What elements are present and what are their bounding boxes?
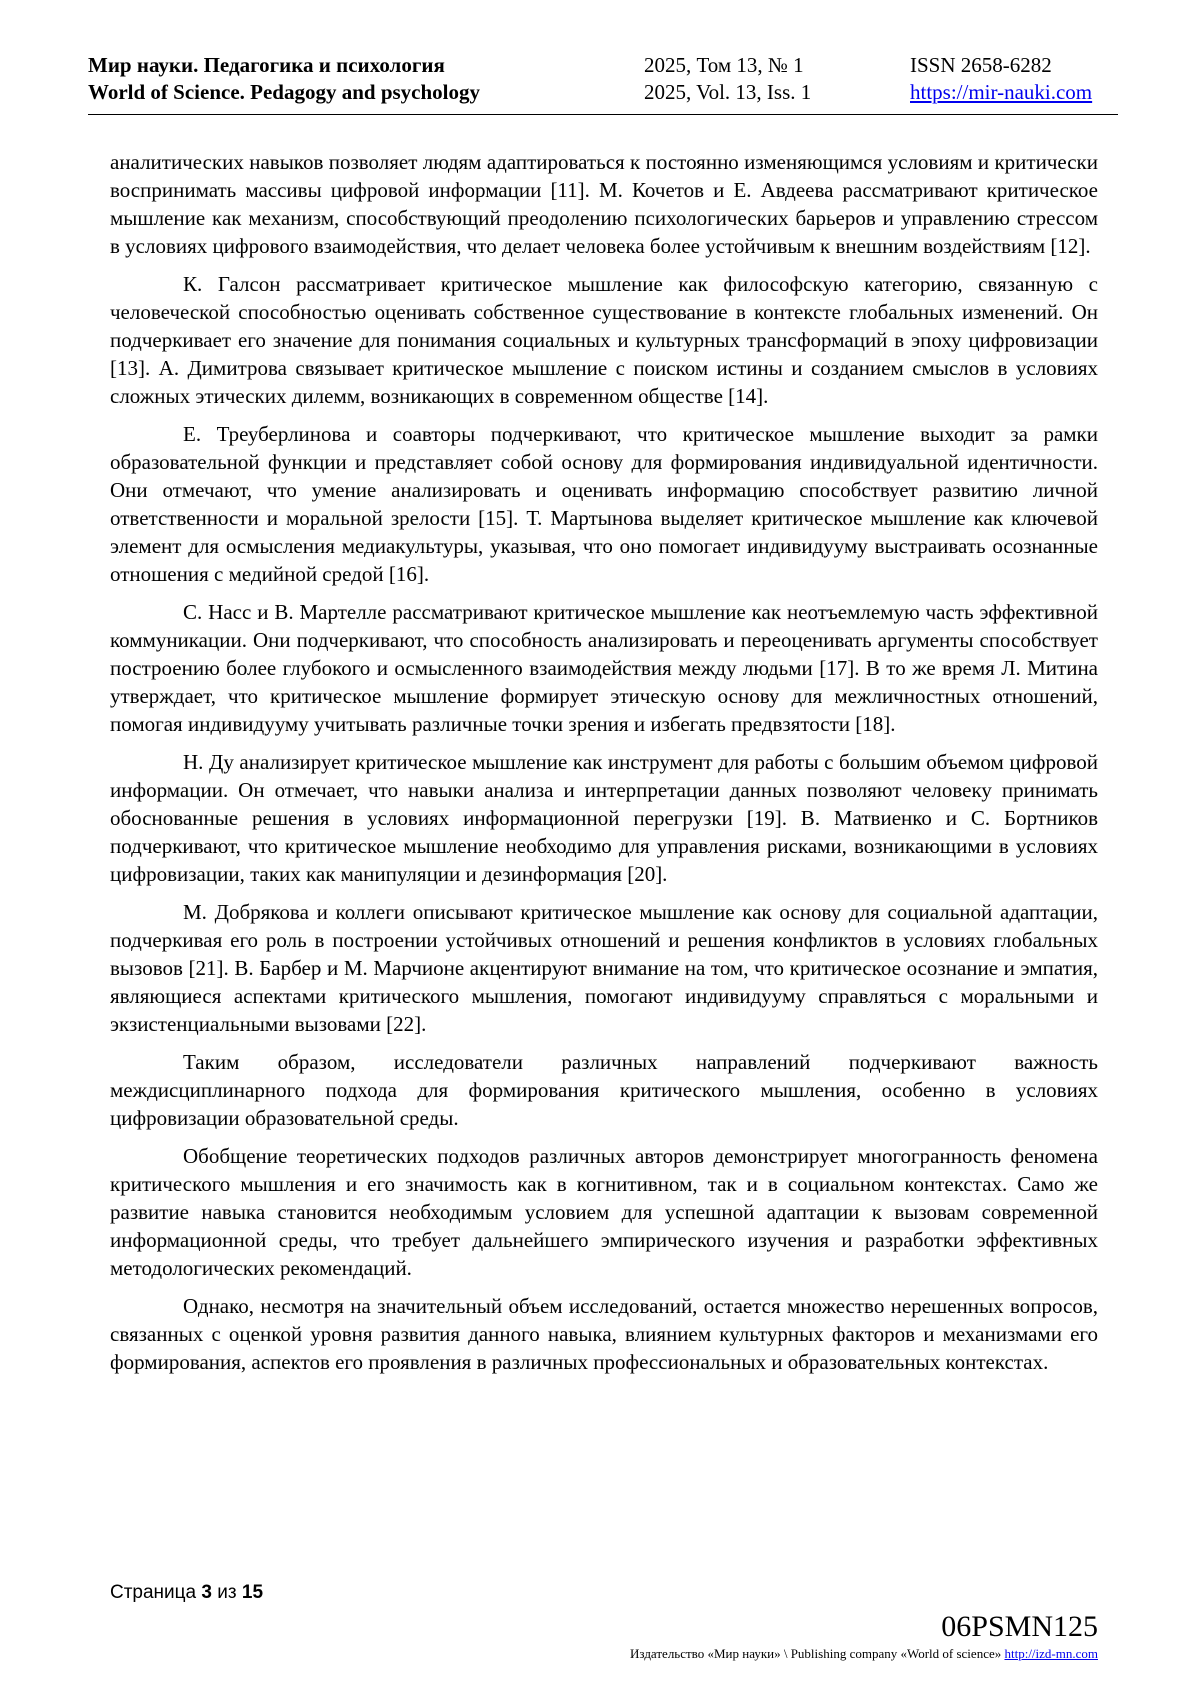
paragraph: Е. Треуберлинова и соавторы подчеркивают, что критическое мышление выходит за рамки образовательной функции и представляет собой основу для формирования индивидуальной идентичности. Они отмечают, что умение анализировать и оценивать информацию способствует развитию личной ответственности и моральной зрелости [15]. Т. Мартынова выделяет критическое мышление как ключевой элемент для осмысления медиакультуры, указывая, что оно помогает индивидууму выстраивать осознанные отношения с медийной средой [16]. [110, 422, 1098, 586]
paragraph: С. Насс и В. Мартелле рассматривают критическое мышление как неотъемлемую часть эффективной коммуникации. Они подчеркивают, что способность анализировать и переоценивать аргументы способствует построению более глубокого и осмысленного взаимодействия между людьми [17]. В то же время Л. Митина утверждает, что критическое мышление формирует этическую основу для межличностных отношений, помогая индивидууму учитывать различные точки зрения и избегать предвзятости [18]. [110, 600, 1098, 736]
paragraph: Н. Ду анализирует критическое мышление как инструмент для работы с большим объемом цифровой информации. Он отмечает, что навыки анализа и интерпретации данных позволяют человеку принимать обоснованные решения в условиях информационной перегрузки [19]. В. Матвиенко и С. Бортников подчеркивают, что критическое мышление необходимо для управления рисками, возникающими в условиях цифровизации, таких как манипуляции и дезинформация [20]. [110, 750, 1098, 886]
article-code: 06PSMN125 [941, 1610, 1098, 1643]
publisher-line [630, 1646, 1098, 1662]
paragraph: М. Добрякова и коллеги описывают критическое мышление как основу для социальной адаптации, подчеркивая его роль в построении устойчивых отношений и решения конфликтов в условиях глобальных вызовов [21]. В. Барбер и М. Марчионе акцентируют внимание на том, что критическое осознание и эмпатия, являющиеся аспектами критического мышления, помогают индивидууму справляться с моральными и экзистенциальными вызовами [22]. [110, 900, 1098, 1036]
page-number [110, 1582, 263, 1604]
paragraph: аналитических навыков позволяет людям адаптироваться к постоянно изменяющимся условиям и критически воспринимать массивы цифровой информации [11]. М. Кочетов и Е. Авдеева рассматривают критическое мышление как механизм, способствующий преодолению психологических барьеров и управлению стрессом в условиях цифрового взаимодействия, что делает человека более устойчивым к внешним воздействиям [12]. [110, 150, 1098, 258]
issue-ru: 2025, Том 13, № 1 [644, 53, 804, 77]
paragraph: Однако, несмотря на значительный объем исследований, остается множество нерешенных вопросов, связанных с оценкой уровня развития данного навыка, влиянием культурных факторов и механизмами его формирования, аспектов его проявления в различных профессиональных и образовательных контекстах. [110, 1294, 1098, 1374]
page-total: 15 [241, 1582, 264, 1603]
paragraph: К. Галсон рассматривает критическое мышление как философскую категорию, связанную с человеческой способностью оценивать собственное существование в контексте глобальных изменений. Он подчеркивает его значение для понимания социальных и культурных трансформаций в эпоху цифровизации [13]. А. Димитрова связывает критическое мышление с поиском истины и созданием смыслов в условиях сложных этических дилемм, возникающих в современном обществе [14]. [110, 272, 1098, 408]
page-header [88, 52, 1118, 115]
page-of: из [217, 1582, 237, 1603]
publisher-url-link[interactable]: http://izd-mn.com [1004, 1646, 1098, 1661]
issue-info [644, 52, 811, 106]
paragraph: Таким образом, исследователи различных направлений подчеркивают важность междисциплинарного подхода для формирования критического мышления, особенно в условиях цифровизации образовательной среды. [110, 1050, 1098, 1130]
page-word: Страница [110, 1582, 197, 1603]
journal-title-en: World of Science. Pedagogy and psychology [88, 80, 481, 104]
publisher-text: Издательство «Мир науки» \ Publishing company «World of science» [630, 1646, 1002, 1661]
journal-ids [910, 52, 1092, 106]
journal-title [88, 52, 480, 106]
issn: ISSN 2658-6282 [910, 53, 1052, 77]
article-body [110, 148, 1098, 1386]
journal-title-ru: Мир науки. Педагогика и психология [88, 53, 445, 77]
issue-en: 2025, Vol. 13, Iss. 1 [644, 80, 812, 104]
page-current: 3 [201, 1582, 212, 1603]
journal-url-link[interactable]: https://mir-nauki.com [910, 80, 1093, 104]
paragraph: Обобщение теоретических подходов различных авторов демонстрирует многогранность феномена критического мышления и его значимость как в когнитивном, так и в социальном контекстах. Само же развитие навыка становится необходимым условием для успешной адаптации к вызовам современной информационной среды, что требует дальнейшего эмпирического изучения и разработки эффективных методологических рекомендаций. [110, 1144, 1098, 1280]
